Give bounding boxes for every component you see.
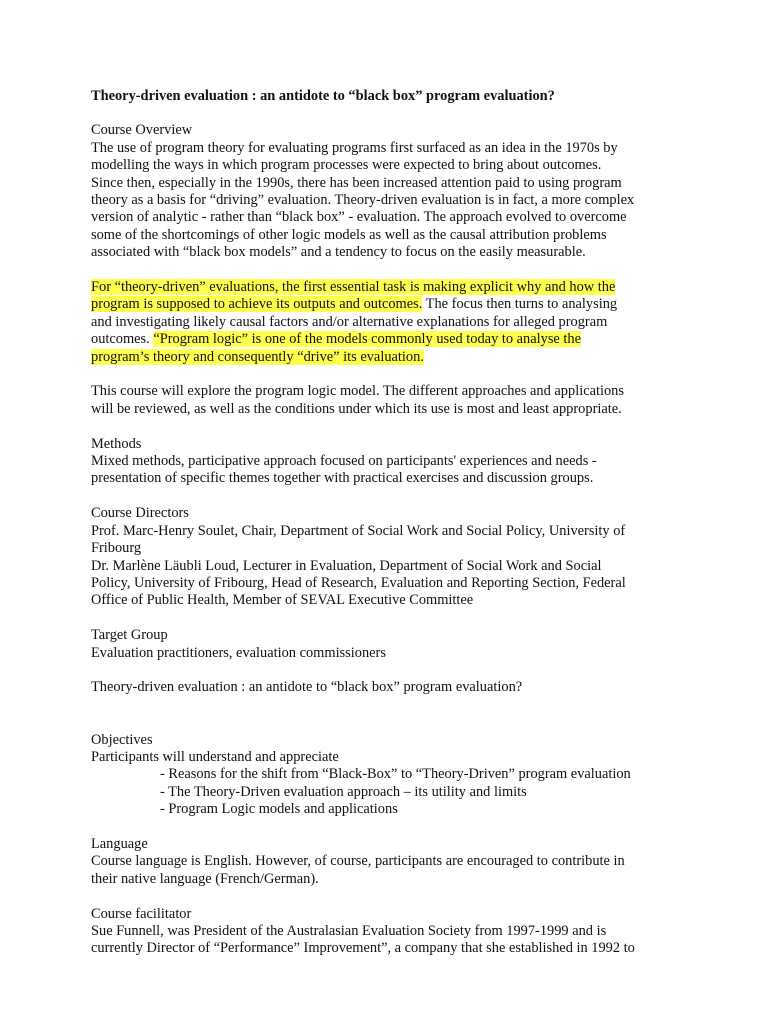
overview-line: some of the shortcomings of other logic models as well as the causal attribution problems: [91, 226, 607, 243]
overview-line: theory as a basis for “driving” evaluation. Theory-driven evaluation is in fact, a more complex: [91, 192, 635, 209]
directors-line: Dr. Marlène Läubli Loud, Lecturer in Evaluation, Department of Social Work and Social: [91, 557, 602, 574]
facilitator-heading: Course facilitator: [91, 905, 192, 922]
overview-line: The use of program theory for evaluating programs first surfaced as an idea in the 1970s by: [91, 139, 618, 156]
methods-heading: Methods: [91, 435, 142, 452]
para2-line: [91, 296, 698, 313]
para2-line: [91, 349, 698, 366]
methods-line: presentation of specific themes together with practical exercises and discussion groups.: [91, 470, 594, 487]
overview-line: Since then, especially in the 1990s, there has been increased attention paid to using program: [91, 174, 622, 191]
facilitator-line: Sue Funnell, was President of the Australasian Evaluation Society from 1997-1999 and is: [91, 922, 607, 939]
objectives-intro: Participants will understand and appreciate: [91, 748, 339, 765]
overview-heading: Course Overview: [91, 122, 193, 139]
language-line: Course language is English. However, of course, participants are encouraged to contribute in: [91, 853, 625, 870]
overview-line: modelling the ways in which program processes were expected to bring about outcomes.: [91, 157, 602, 174]
para2-text: The focus then turns to analysing: [422, 296, 618, 313]
target-text: Evaluation practitioners, evaluation commissioners: [91, 644, 386, 661]
directors-line: Policy, University of Fribourg, Head of Research, Evaluation and Reporting Section, Federal: [91, 574, 626, 591]
para2-line: [91, 279, 698, 296]
para2-text: outcomes.: [91, 331, 154, 348]
directors-line: Office of Public Health, Member of SEVAL Executive Committee: [91, 592, 474, 609]
language-heading: Language: [91, 835, 148, 852]
target-heading: Target Group: [91, 627, 168, 644]
para3-line: will be reviewed, as well as the conditions under which its use is most and least appropriate.: [91, 400, 622, 417]
facilitator-line: currently Director of “Performance” Improvement”, a company that she established in 1992 to: [91, 940, 635, 957]
objective-item: - Reasons for the shift from “Black-Box” to “Theory-Driven” program evaluation: [160, 766, 631, 783]
overview-line: version of analytic - rather than “black box” - evaluation. The approach evolved to overcome: [91, 209, 627, 226]
language-line: their native language (French/German).: [91, 870, 319, 887]
objective-item: - Program Logic models and applications: [160, 801, 398, 818]
overview-line: associated with “black box models” and a tendency to focus on the easily measurable.: [91, 244, 586, 261]
highlighted-text: program is supposed to achieve its outputs and outcomes.: [91, 296, 423, 313]
document-title: Theory-driven evaluation : an antidote to “black box” program evaluation?: [91, 88, 555, 104]
objective-item: - The Theory-Driven evaluation approach – its utility and limits: [160, 783, 527, 800]
highlighted-text: “Program logic” is one of the models commonly used today to analyse the: [153, 331, 581, 348]
para2-line: and investigating likely causal factors and/or alternative explanations for alleged program: [91, 313, 608, 330]
objectives-heading: Objectives: [91, 731, 153, 748]
directors-line: Prof. Marc-Henry Soulet, Chair, Department of Social Work and Social Policy, University of: [91, 522, 626, 539]
directors-line: Fribourg: [91, 540, 142, 557]
para2-line: [91, 331, 698, 348]
highlighted-text: program’s theory and consequently “drive” its evaluation.: [91, 348, 424, 365]
repeat-title: Theory-driven evaluation : an antidote to “black box” program evaluation?: [91, 679, 523, 696]
highlighted-text: For “theory-driven” evaluations, the first essential task is making explicit why and how the: [91, 279, 616, 296]
directors-heading: Course Directors: [91, 505, 189, 522]
methods-line: Mixed methods, participative approach focused on participants' experiences and needs -: [91, 453, 597, 470]
para3-line: This course will explore the program logic model. The different approaches and applications: [91, 383, 624, 400]
